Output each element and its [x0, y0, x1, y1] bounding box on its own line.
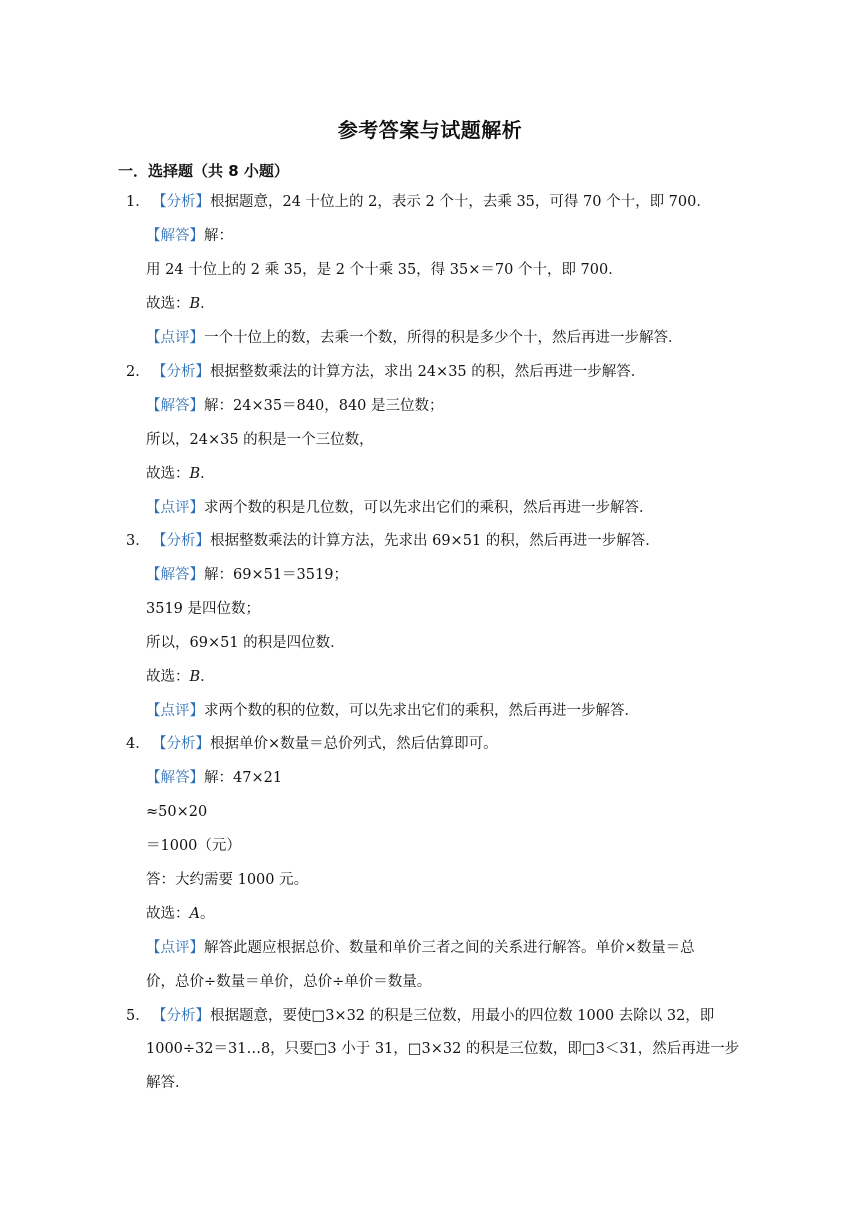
analysis-tag: 【分析】 [152, 364, 210, 380]
comment-line [146, 328, 683, 348]
solution-tag: 【解答】 [146, 398, 204, 414]
choice-letter: B [189, 669, 201, 685]
analysis-tag: 【分析】 [152, 1008, 210, 1024]
solution-step: 所以，69×51 的积是四位数． [146, 635, 345, 651]
solution-line [146, 396, 444, 416]
comment-line [146, 498, 654, 518]
choice-line [146, 464, 215, 484]
question-number: 3． [126, 533, 150, 549]
analysis-continuation: 解答． [146, 1075, 190, 1091]
choice-line [146, 667, 215, 687]
analysis-line [152, 734, 498, 754]
comment-line [146, 701, 639, 721]
page-title: 参考答案与试题解析 [337, 118, 523, 142]
choice-line [146, 904, 214, 924]
choice-letter: B [189, 296, 201, 312]
analysis-line [152, 1006, 714, 1026]
analysis-text: 根据题意，要使□3×32 的积是三位数，用最小的四位数 1000 去除以 32，即 [210, 1008, 715, 1024]
analysis-line [152, 531, 660, 551]
solution-text: 解：69×51＝3519； [204, 567, 348, 583]
question-number: 2． [126, 364, 150, 380]
choice-prefix: 故选： [146, 466, 190, 482]
question-number: 1． [126, 194, 150, 210]
solution-text: 解：47×21 [204, 770, 283, 786]
solution-step: 用 24 十位上的 2 乘 35，是 2 个十乘 35，得 35×＝70 个十，即 700． [146, 262, 623, 278]
choice-prefix: 故选： [146, 296, 190, 312]
solution-step: 答：大约需要 1000 元。 [146, 872, 309, 888]
analysis-line [152, 192, 711, 212]
comment-tag: 【点评】 [146, 330, 204, 346]
solution-step: ≈50×20 [146, 804, 208, 820]
choice-suffix: ． [200, 466, 215, 482]
comment-line [146, 938, 695, 958]
solution-tag: 【解答】 [146, 567, 204, 583]
question-number: 4． [126, 736, 150, 752]
question-number: 5． [126, 1008, 150, 1024]
solution-line [146, 768, 282, 788]
analysis-text: 根据题意，24 十位上的 2，表示 2 个十，去乘 35，可得 70 个十，即 700． [210, 194, 711, 210]
comment-text: 解答此题应根据总价、数量和单价三者之间的关系进行解答。单价×数量＝总 [204, 940, 695, 956]
choice-prefix: 故选： [146, 669, 190, 685]
choice-letter: A [189, 906, 200, 922]
comment-text: 求两个数的积是几位数，可以先求出它们的乘积，然后再进一步解答． [204, 500, 654, 516]
comment-tag: 【点评】 [146, 500, 204, 516]
solution-step: 3519 是四位数； [146, 601, 261, 617]
analysis-tag: 【分析】 [152, 533, 210, 549]
comment-text: 求两个数的积的位数，可以先求出它们的乘积，然后再进一步解答． [204, 703, 639, 719]
solution-tag: 【解答】 [146, 770, 204, 786]
solution-text: 解：24×35＝840，840 是三位数； [204, 398, 444, 414]
analysis-text: 根据整数乘法的计算方法，求出 24×35 的积，然后再进一步解答． [210, 364, 646, 380]
analysis-text: 根据单价×数量＝总价列式，然后估算即可。 [210, 736, 498, 752]
analysis-tag: 【分析】 [152, 736, 210, 752]
solution-line [146, 226, 233, 246]
choice-letter: B [189, 466, 201, 482]
analysis-text: 根据整数乘法的计算方法，先求出 69×51 的积，然后再进一步解答． [210, 533, 660, 549]
choice-suffix: ． [200, 296, 215, 312]
section-heading: 一．选择题（共 8 小题） [118, 162, 289, 180]
comment-tag: 【点评】 [146, 940, 204, 956]
choice-suffix: 。 [199, 906, 215, 922]
choice-line [146, 294, 215, 314]
comment-continuation: 价，总价÷数量＝单价，总价÷单价＝数量。 [146, 974, 432, 990]
solution-step: 所以，24×35 的积是一个三位数， [146, 432, 374, 448]
solution-step: ＝1000（元） [146, 838, 241, 854]
choice-prefix: 故选： [146, 906, 190, 922]
comment-tag: 【点评】 [146, 703, 204, 719]
analysis-continuation: 1000÷32＝31…8，只要□3 小于 31，□3×32 的积是三位数，即□3＜31，然后再进一步 [146, 1041, 740, 1057]
analysis-tag: 【分析】 [152, 194, 210, 210]
analysis-line [152, 362, 645, 382]
solution-tag: 【解答】 [146, 228, 204, 244]
comment-text: 一个十位上的数，去乘一个数，所得的积是多少个十，然后再进一步解答． [204, 330, 683, 346]
solution-text: 解： [204, 228, 233, 244]
choice-suffix: ． [200, 669, 215, 685]
solution-line [146, 565, 348, 585]
